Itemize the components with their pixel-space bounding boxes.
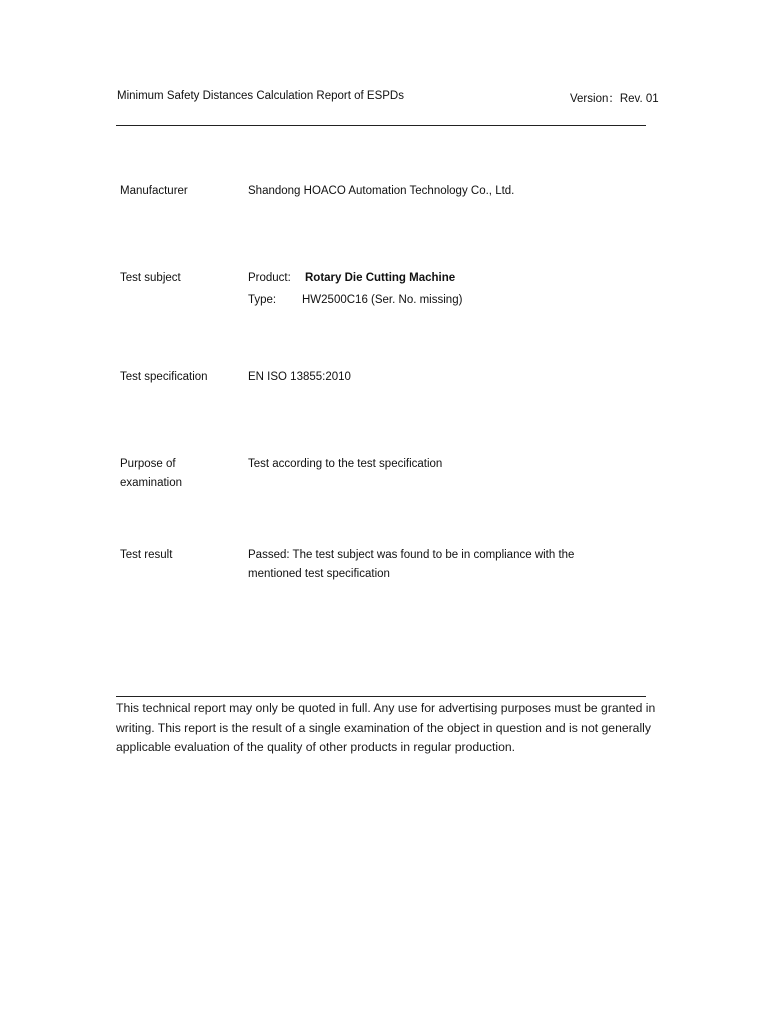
footer-divider <box>116 696 646 697</box>
test-subject-label: Test subject <box>120 272 181 284</box>
type-value: HW2500C16 (Ser. No. missing) <box>302 294 463 306</box>
purpose-label-line1: Purpose of <box>120 458 176 470</box>
version-value: Rev. 01 <box>619 93 659 105</box>
test-specification-value: EN ISO 13855:2010 <box>248 371 351 383</box>
purpose-value: Test according to the test specification <box>248 458 443 470</box>
version-info <box>570 90 659 106</box>
test-result-value <box>248 546 638 584</box>
test-subject-product <box>248 269 638 288</box>
test-subject-type <box>248 291 638 310</box>
report-title: Minimum Safety Distances Calculation Report of ESPDs <box>117 90 404 102</box>
purpose-label-line2: examination <box>120 477 183 489</box>
manufacturer-value: Shandong HOACO Automation Technology Co., Ltd. <box>248 185 515 197</box>
product-key: Product: <box>248 272 291 284</box>
header-divider <box>116 125 646 126</box>
product-value: Rotary Die Cutting Machine <box>305 272 456 284</box>
version-label: Version： <box>570 93 620 105</box>
test-result-line1: Passed: The test subject was found to be in compliance with the <box>248 549 575 561</box>
type-key: Type: <box>248 294 277 306</box>
disclaimer-text: This technical report may only be quoted in full. Any use for advertising purposes must be granted in writing. This report is the result of a single examination of the object in question and is not generally applicable evaluation of the quality of other products in regular production. <box>116 701 656 754</box>
test-result-line2: mentioned test specification <box>248 568 390 580</box>
test-result-label: Test result <box>120 549 173 561</box>
manufacturer-label: Manufacturer <box>120 185 188 197</box>
test-specification-label: Test specification <box>120 371 208 383</box>
purpose-label <box>120 455 230 493</box>
